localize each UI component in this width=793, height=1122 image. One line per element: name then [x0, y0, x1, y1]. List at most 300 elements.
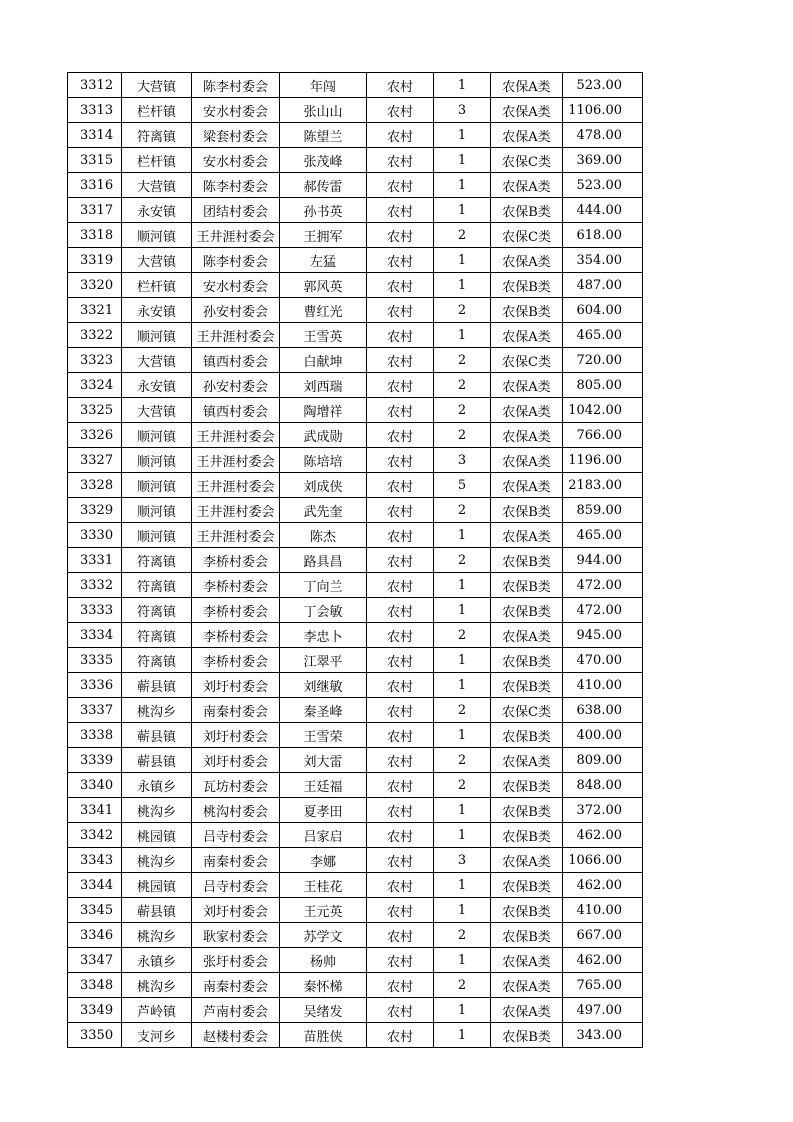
table-row	[68, 173, 643, 198]
seq-cell: 3329	[68, 498, 122, 523]
seq-cell: 3331	[68, 548, 122, 573]
amount-cell: 478.00	[563, 123, 643, 148]
amount-cell: 766.00	[563, 423, 643, 448]
table-row	[68, 898, 643, 923]
village-cell: 李桥村委会	[192, 598, 280, 623]
table-row	[68, 523, 643, 548]
town-cell: 顺河镇	[122, 523, 192, 548]
village-cell: 王井涯村委会	[192, 223, 280, 248]
seq-cell: 3328	[68, 473, 122, 498]
amount-cell: 400.00	[563, 723, 643, 748]
amount-cell: 523.00	[563, 73, 643, 98]
amount-cell: 859.00	[563, 498, 643, 523]
village-cell: 李桥村委会	[192, 648, 280, 673]
village-cell: 刘圩村委会	[192, 723, 280, 748]
area-cell: 农村	[367, 598, 434, 623]
table-row	[68, 998, 643, 1023]
area-cell: 农村	[367, 423, 434, 448]
table-row	[68, 923, 643, 948]
table-row	[68, 973, 643, 998]
area-cell: 农村	[367, 573, 434, 598]
amount-cell: 945.00	[563, 623, 643, 648]
table-row	[68, 123, 643, 148]
village-cell: 安水村委会	[192, 148, 280, 173]
area-cell: 农村	[367, 848, 434, 873]
town-cell: 顺河镇	[122, 498, 192, 523]
village-cell: 瓦坊村委会	[192, 773, 280, 798]
seq-cell: 3316	[68, 173, 122, 198]
type-cell: 农保A类	[491, 948, 563, 973]
type-cell: 农保A类	[491, 123, 563, 148]
name-cell: 吕家启	[280, 823, 367, 848]
seq-cell: 3323	[68, 348, 122, 373]
name-cell: 秦圣峰	[280, 698, 367, 723]
type-cell: 农保B类	[491, 598, 563, 623]
count-cell: 1	[434, 898, 491, 923]
area-cell: 农村	[367, 623, 434, 648]
area-cell: 农村	[367, 548, 434, 573]
amount-cell: 809.00	[563, 748, 643, 773]
table-row	[68, 348, 643, 373]
village-cell: 刘圩村委会	[192, 748, 280, 773]
town-cell: 蕲县镇	[122, 673, 192, 698]
area-cell: 农村	[367, 348, 434, 373]
village-cell: 王井涯村委会	[192, 323, 280, 348]
amount-cell: 470.00	[563, 648, 643, 673]
seq-cell: 3317	[68, 198, 122, 223]
area-cell: 农村	[367, 898, 434, 923]
area-cell: 农村	[367, 748, 434, 773]
name-cell: 江翠平	[280, 648, 367, 673]
name-cell: 秦怀梯	[280, 973, 367, 998]
name-cell: 王雪荣	[280, 723, 367, 748]
table-row	[68, 223, 643, 248]
village-cell: 王井涯村委会	[192, 498, 280, 523]
seq-cell: 3341	[68, 798, 122, 823]
seq-cell: 3322	[68, 323, 122, 348]
seq-cell: 3340	[68, 773, 122, 798]
amount-cell: 410.00	[563, 673, 643, 698]
amount-cell: 487.00	[563, 273, 643, 298]
count-cell: 1	[434, 823, 491, 848]
type-cell: 农保C类	[491, 223, 563, 248]
area-cell: 农村	[367, 998, 434, 1023]
count-cell: 1	[434, 73, 491, 98]
town-cell: 栏杆镇	[122, 273, 192, 298]
area-cell: 农村	[367, 773, 434, 798]
table-row	[68, 298, 643, 323]
count-cell: 1	[434, 248, 491, 273]
count-cell: 3	[434, 98, 491, 123]
village-cell: 吕寺村委会	[192, 873, 280, 898]
area-cell: 农村	[367, 798, 434, 823]
seq-cell: 3339	[68, 748, 122, 773]
name-cell: 郭风英	[280, 273, 367, 298]
area-cell: 农村	[367, 648, 434, 673]
type-cell: 农保A类	[491, 248, 563, 273]
name-cell: 苏学文	[280, 923, 367, 948]
amount-cell: 944.00	[563, 548, 643, 573]
name-cell: 王拥军	[280, 223, 367, 248]
area-cell: 农村	[367, 148, 434, 173]
type-cell: 农保A类	[491, 323, 563, 348]
seq-cell: 3321	[68, 298, 122, 323]
name-cell: 陈培培	[280, 448, 367, 473]
name-cell: 杨帅	[280, 948, 367, 973]
village-cell: 南秦村委会	[192, 698, 280, 723]
count-cell: 1	[434, 173, 491, 198]
area-cell: 农村	[367, 823, 434, 848]
table-row	[68, 423, 643, 448]
table-row	[68, 398, 643, 423]
table-row	[68, 373, 643, 398]
count-cell: 1	[434, 523, 491, 548]
village-cell: 张圩村委会	[192, 948, 280, 973]
town-cell: 永镇乡	[122, 773, 192, 798]
table-row	[68, 73, 643, 98]
town-cell: 顺河镇	[122, 473, 192, 498]
type-cell: 农保B类	[491, 198, 563, 223]
name-cell: 丁会敏	[280, 598, 367, 623]
seq-cell: 3336	[68, 673, 122, 698]
town-cell: 符离镇	[122, 648, 192, 673]
town-cell: 永安镇	[122, 373, 192, 398]
town-cell: 大营镇	[122, 73, 192, 98]
area-cell: 农村	[367, 248, 434, 273]
amount-cell: 1196.00	[563, 448, 643, 473]
town-cell: 符离镇	[122, 573, 192, 598]
table-row	[68, 498, 643, 523]
area-cell: 农村	[367, 973, 434, 998]
town-cell: 芦岭镇	[122, 998, 192, 1023]
village-cell: 王井涯村委会	[192, 523, 280, 548]
count-cell: 1	[434, 798, 491, 823]
name-cell: 郝传雷	[280, 173, 367, 198]
type-cell: 农保B类	[491, 1023, 563, 1048]
area-cell: 农村	[367, 948, 434, 973]
village-cell: 王井涯村委会	[192, 473, 280, 498]
name-cell: 夏孝田	[280, 798, 367, 823]
name-cell: 刘成侠	[280, 473, 367, 498]
seq-cell: 3334	[68, 623, 122, 648]
count-cell: 1	[434, 198, 491, 223]
seq-cell: 3343	[68, 848, 122, 873]
count-cell: 1	[434, 673, 491, 698]
roster-body	[68, 73, 643, 1048]
seq-cell: 3345	[68, 898, 122, 923]
village-cell: 南秦村委会	[192, 848, 280, 873]
type-cell: 农保A类	[491, 73, 563, 98]
type-cell: 农保A类	[491, 748, 563, 773]
count-cell: 1	[434, 873, 491, 898]
amount-cell: 410.00	[563, 898, 643, 923]
name-cell: 武成勋	[280, 423, 367, 448]
village-cell: 刘圩村委会	[192, 673, 280, 698]
name-cell: 王桂花	[280, 873, 367, 898]
table-row	[68, 148, 643, 173]
name-cell: 陶增祥	[280, 398, 367, 423]
type-cell: 农保A类	[491, 173, 563, 198]
name-cell: 吴绪发	[280, 998, 367, 1023]
name-cell: 刘西瑞	[280, 373, 367, 398]
village-cell: 王井涯村委会	[192, 423, 280, 448]
village-cell: 赵楼村委会	[192, 1023, 280, 1048]
table-row	[68, 198, 643, 223]
amount-cell: 523.00	[563, 173, 643, 198]
name-cell: 张茂峰	[280, 148, 367, 173]
amount-cell: 354.00	[563, 248, 643, 273]
town-cell: 支河乡	[122, 1023, 192, 1048]
count-cell: 1	[434, 598, 491, 623]
town-cell: 桃沟乡	[122, 698, 192, 723]
table-row	[68, 1023, 643, 1048]
village-cell: 耿家村委会	[192, 923, 280, 948]
seq-cell: 3324	[68, 373, 122, 398]
village-cell: 桃沟村委会	[192, 798, 280, 823]
amount-cell: 465.00	[563, 323, 643, 348]
town-cell: 永安镇	[122, 298, 192, 323]
type-cell: 农保A类	[491, 398, 563, 423]
type-cell: 农保A类	[491, 98, 563, 123]
area-cell: 农村	[367, 223, 434, 248]
town-cell: 桃沟乡	[122, 848, 192, 873]
table-row	[68, 948, 643, 973]
area-cell: 农村	[367, 698, 434, 723]
type-cell: 农保A类	[491, 373, 563, 398]
type-cell: 农保B类	[491, 673, 563, 698]
area-cell: 农村	[367, 1023, 434, 1048]
town-cell: 蕲县镇	[122, 723, 192, 748]
area-cell: 农村	[367, 673, 434, 698]
name-cell: 左猛	[280, 248, 367, 273]
town-cell: 桃沟乡	[122, 798, 192, 823]
amount-cell: 618.00	[563, 223, 643, 248]
village-cell: 孙安村委会	[192, 373, 280, 398]
table-row	[68, 648, 643, 673]
amount-cell: 1042.00	[563, 398, 643, 423]
name-cell: 王元英	[280, 898, 367, 923]
name-cell: 刘大雷	[280, 748, 367, 773]
town-cell: 顺河镇	[122, 223, 192, 248]
count-cell: 1	[434, 573, 491, 598]
village-cell: 李桥村委会	[192, 548, 280, 573]
count-cell: 2	[434, 773, 491, 798]
village-cell: 镇西村委会	[192, 348, 280, 373]
amount-cell: 472.00	[563, 573, 643, 598]
town-cell: 符离镇	[122, 548, 192, 573]
type-cell: 农保B类	[491, 723, 563, 748]
seq-cell: 3327	[68, 448, 122, 473]
count-cell: 1	[434, 948, 491, 973]
town-cell: 蕲县镇	[122, 898, 192, 923]
name-cell: 陈望兰	[280, 123, 367, 148]
area-cell: 农村	[367, 123, 434, 148]
area-cell: 农村	[367, 198, 434, 223]
type-cell: 农保C类	[491, 148, 563, 173]
seq-cell: 3325	[68, 398, 122, 423]
town-cell: 永安镇	[122, 198, 192, 223]
count-cell: 1	[434, 148, 491, 173]
count-cell: 2	[434, 923, 491, 948]
name-cell: 丁向兰	[280, 573, 367, 598]
amount-cell: 462.00	[563, 823, 643, 848]
area-cell: 农村	[367, 323, 434, 348]
seq-cell: 3348	[68, 973, 122, 998]
seq-cell: 3319	[68, 248, 122, 273]
seq-cell: 3318	[68, 223, 122, 248]
amount-cell: 720.00	[563, 348, 643, 373]
name-cell: 刘继敏	[280, 673, 367, 698]
town-cell: 大营镇	[122, 173, 192, 198]
area-cell: 农村	[367, 73, 434, 98]
table-row	[68, 573, 643, 598]
village-cell: 吕寺村委会	[192, 823, 280, 848]
table-row	[68, 823, 643, 848]
town-cell: 大营镇	[122, 348, 192, 373]
seq-cell: 3349	[68, 998, 122, 1023]
amount-cell: 369.00	[563, 148, 643, 173]
village-cell: 陈李村委会	[192, 73, 280, 98]
seq-cell: 3313	[68, 98, 122, 123]
amount-cell: 497.00	[563, 998, 643, 1023]
town-cell: 大营镇	[122, 398, 192, 423]
count-cell: 2	[434, 623, 491, 648]
table-row	[68, 448, 643, 473]
count-cell: 2	[434, 298, 491, 323]
table-row	[68, 773, 643, 798]
seq-cell: 3344	[68, 873, 122, 898]
village-cell: 南秦村委会	[192, 973, 280, 998]
table-row	[68, 673, 643, 698]
town-cell: 顺河镇	[122, 423, 192, 448]
roster-table	[67, 72, 643, 1048]
town-cell: 符离镇	[122, 598, 192, 623]
name-cell: 苗胜侠	[280, 1023, 367, 1048]
area-cell: 农村	[367, 398, 434, 423]
type-cell: 农保B类	[491, 923, 563, 948]
type-cell: 农保A类	[491, 973, 563, 998]
amount-cell: 667.00	[563, 923, 643, 948]
table-row	[68, 723, 643, 748]
name-cell: 曹红光	[280, 298, 367, 323]
count-cell: 3	[434, 848, 491, 873]
type-cell: 农保A类	[491, 473, 563, 498]
table-row	[68, 848, 643, 873]
seq-cell: 3315	[68, 148, 122, 173]
area-cell: 农村	[367, 373, 434, 398]
count-cell: 1	[434, 1023, 491, 1048]
count-cell: 5	[434, 473, 491, 498]
type-cell: 农保B类	[491, 273, 563, 298]
village-cell: 刘圩村委会	[192, 898, 280, 923]
town-cell: 栏杆镇	[122, 148, 192, 173]
amount-cell: 604.00	[563, 298, 643, 323]
count-cell: 1	[434, 998, 491, 1023]
type-cell: 农保C类	[491, 698, 563, 723]
name-cell: 陈杰	[280, 523, 367, 548]
table-row	[68, 798, 643, 823]
seq-cell: 3337	[68, 698, 122, 723]
amount-cell: 1106.00	[563, 98, 643, 123]
town-cell: 永镇乡	[122, 948, 192, 973]
table-row	[68, 323, 643, 348]
town-cell: 桃园镇	[122, 873, 192, 898]
name-cell: 王雪英	[280, 323, 367, 348]
type-cell: 农保B类	[491, 548, 563, 573]
seq-cell: 3330	[68, 523, 122, 548]
village-cell: 镇西村委会	[192, 398, 280, 423]
amount-cell: 638.00	[563, 698, 643, 723]
area-cell: 农村	[367, 498, 434, 523]
town-cell: 大营镇	[122, 248, 192, 273]
type-cell: 农保A类	[491, 623, 563, 648]
table-row	[68, 698, 643, 723]
seq-cell: 3333	[68, 598, 122, 623]
village-cell: 陈李村委会	[192, 173, 280, 198]
town-cell: 顺河镇	[122, 323, 192, 348]
town-cell: 桃沟乡	[122, 973, 192, 998]
amount-cell: 462.00	[563, 873, 643, 898]
count-cell: 3	[434, 448, 491, 473]
town-cell: 桃园镇	[122, 823, 192, 848]
count-cell: 2	[434, 973, 491, 998]
count-cell: 1	[434, 273, 491, 298]
area-cell: 农村	[367, 298, 434, 323]
village-cell: 芦南村委会	[192, 998, 280, 1023]
area-cell: 农村	[367, 723, 434, 748]
table-row	[68, 473, 643, 498]
type-cell: 农保B类	[491, 298, 563, 323]
count-cell: 2	[434, 373, 491, 398]
area-cell: 农村	[367, 98, 434, 123]
count-cell: 2	[434, 423, 491, 448]
seq-cell: 3314	[68, 123, 122, 148]
village-cell: 李桥村委会	[192, 623, 280, 648]
type-cell: 农保B类	[491, 648, 563, 673]
table-row	[68, 273, 643, 298]
count-cell: 2	[434, 498, 491, 523]
town-cell: 蕲县镇	[122, 748, 192, 773]
name-cell: 王廷福	[280, 773, 367, 798]
amount-cell: 465.00	[563, 523, 643, 548]
type-cell: 农保B类	[491, 798, 563, 823]
village-cell: 孙安村委会	[192, 298, 280, 323]
name-cell: 李娜	[280, 848, 367, 873]
amount-cell: 2183.00	[563, 473, 643, 498]
count-cell: 2	[434, 698, 491, 723]
town-cell: 栏杆镇	[122, 98, 192, 123]
amount-cell: 444.00	[563, 198, 643, 223]
type-cell: 农保B类	[491, 573, 563, 598]
count-cell: 1	[434, 723, 491, 748]
area-cell: 农村	[367, 923, 434, 948]
seq-cell: 3332	[68, 573, 122, 598]
count-cell: 1	[434, 323, 491, 348]
type-cell: 农保B类	[491, 823, 563, 848]
village-cell: 陈李村委会	[192, 248, 280, 273]
town-cell: 顺河镇	[122, 448, 192, 473]
area-cell: 农村	[367, 473, 434, 498]
amount-cell: 343.00	[563, 1023, 643, 1048]
count-cell: 2	[434, 548, 491, 573]
area-cell: 农村	[367, 173, 434, 198]
type-cell: 农保B类	[491, 873, 563, 898]
village-cell: 王井涯村委会	[192, 448, 280, 473]
type-cell: 农保A类	[491, 423, 563, 448]
area-cell: 农村	[367, 273, 434, 298]
amount-cell: 472.00	[563, 598, 643, 623]
amount-cell: 765.00	[563, 973, 643, 998]
